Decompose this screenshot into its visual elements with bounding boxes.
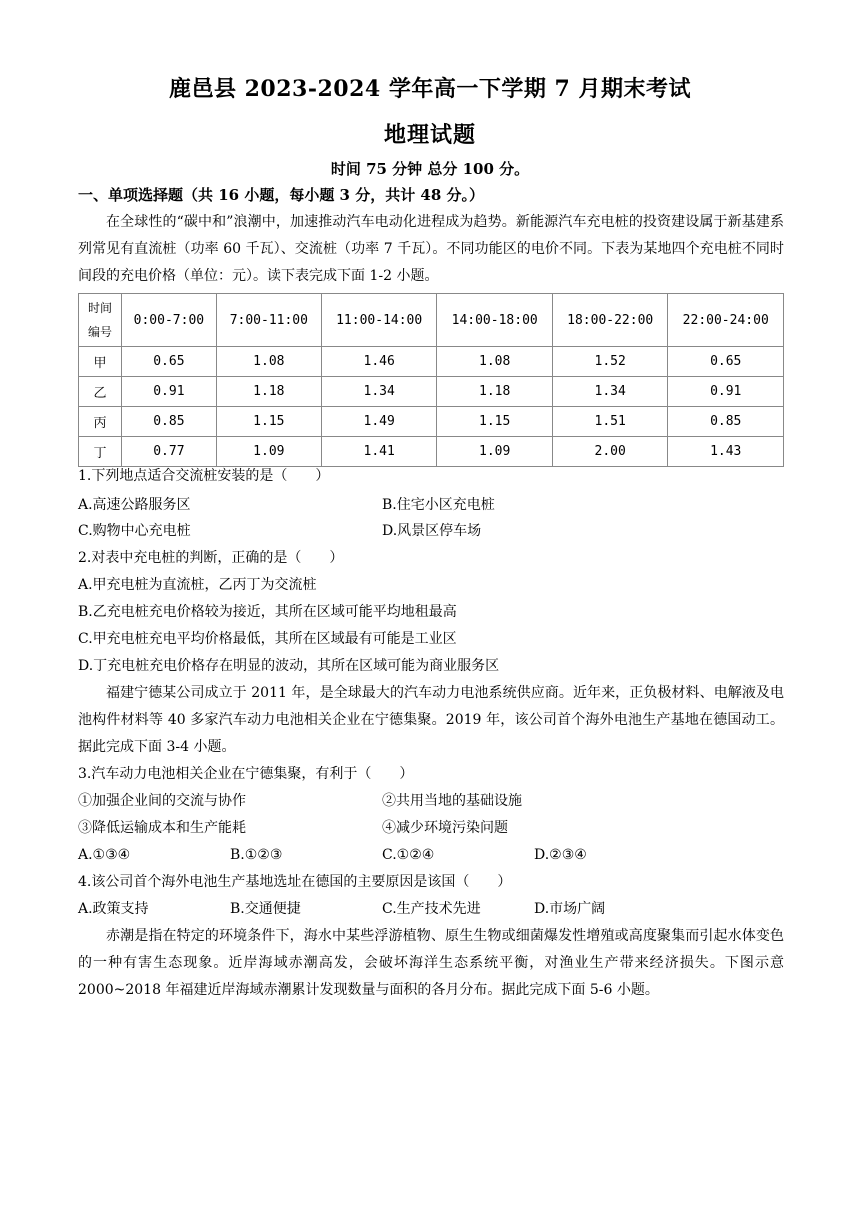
question-2-option-b: B.乙充电桩充电价格较为接近，其所在区域可能平均地租最高 <box>78 604 457 620</box>
charging-price-table <box>78 293 784 467</box>
row-label: 乙 <box>79 377 122 407</box>
table-cell: 1.18 <box>216 377 321 407</box>
table-cell: 1.15 <box>216 407 321 437</box>
table-header-row <box>79 294 784 347</box>
question-1-option-d: D.风景区停车场 <box>382 523 482 539</box>
question-1-option-b: B.住宅小区充电桩 <box>382 497 495 513</box>
row-label: 丙 <box>79 407 122 437</box>
question-3-statement-4: ④减少环境污染问题 <box>382 820 508 836</box>
question-1-stem: 1.下列地点适合交流桩安装的是（ ） <box>78 468 330 484</box>
table-cell: 0.65 <box>122 347 217 377</box>
table-cell: 1.18 <box>437 377 553 407</box>
question-1-option-a: A.高速公路服务区 <box>78 497 191 513</box>
table-cell: 0.91 <box>668 377 784 407</box>
table-cell: 1.34 <box>552 377 668 407</box>
question-2-option-a: A.甲充电桩为直流桩，乙丙丁为交流桩 <box>78 577 317 593</box>
table-cell: 1.09 <box>437 437 553 467</box>
table-cell: 1.15 <box>437 407 553 437</box>
table-row <box>79 377 784 407</box>
question-2-stem: 2.对表中充电桩的判断，正确的是（ ） <box>78 550 344 566</box>
row-label: 丁 <box>79 437 122 467</box>
question-3-statement-2: ②共用当地的基础设施 <box>382 793 522 809</box>
table-cell: 2.00 <box>552 437 668 467</box>
row-label: 甲 <box>79 347 122 377</box>
question-3-option-c: C.①②④ <box>382 847 435 863</box>
column-header: 18:00-22:00 <box>552 294 668 347</box>
passage-1: 在全球性的“碳中和”浪潮中，加速推动汽车电动化进程成为趋势。新能源汽车充电桩的投资建设属于新基建系列常见有直流桩（功率 60 千瓦）、交流桩（功率 7 千瓦）。不同功能区的电价不同。下表为某地四个充电桩不同时间段的充电价格（单位：元）。读下表完成下面 1-2 小题。 <box>78 214 784 284</box>
passage-3: 赤潮是指在特定的环境条件下，海水中某些浮游植物、原生生物或细菌爆发性增殖或高度聚集而引起水体变色的一种有害生态现象。近岸海域赤潮高发，会破坏海洋生态系统平衡，对渔业生产带来经济损失。下图示意 2000~2018 年福建近岸海域赤潮累计发现数量与面积的各月分布。据此完成下面 5-6 小题。 <box>78 928 784 998</box>
question-1-option-c: C.购物中心充电桩 <box>78 523 191 539</box>
corner-bottom-label: 编号 <box>87 325 112 339</box>
table-cell: 1.43 <box>668 437 784 467</box>
column-header: 7:00-11:00 <box>216 294 321 347</box>
table-cell: 0.85 <box>122 407 217 437</box>
table-cell: 1.51 <box>552 407 668 437</box>
column-header: 0:00-7:00 <box>122 294 217 347</box>
table-cell: 1.34 <box>321 377 437 407</box>
corner-top-label: 时间 <box>87 301 112 315</box>
table-row <box>79 347 784 377</box>
question-3-stem: 3.汽车动力电池相关企业在宁德集聚，有利于（ ） <box>78 766 414 782</box>
question-3-option-d: D.②③④ <box>534 847 587 863</box>
table-row <box>79 407 784 437</box>
section-heading: 一、单项选择题（共 16 小题，每小题 3 分，共计 48 分。） <box>78 186 485 204</box>
table-cell: 1.52 <box>552 347 668 377</box>
table-cell: 0.77 <box>122 437 217 467</box>
question-2-option-c: C.甲充电桩充电平均价格最低，其所在区域最有可能是工业区 <box>78 631 457 647</box>
question-3-option-b: B.①②③ <box>230 847 283 863</box>
column-header: 14:00-18:00 <box>437 294 553 347</box>
table-cell: 1.08 <box>216 347 321 377</box>
question-3-statement-3: ③降低运输成本和生产能耗 <box>78 820 246 836</box>
question-4-option-c: C.生产技术先进 <box>382 901 481 917</box>
table-row <box>79 437 784 467</box>
table-cell: 1.09 <box>216 437 321 467</box>
question-4-option-b: B.交通便捷 <box>230 901 301 917</box>
table-corner-cell <box>79 294 122 347</box>
table-cell: 0.91 <box>122 377 217 407</box>
table-cell: 1.49 <box>321 407 437 437</box>
table-cell: 1.41 <box>321 437 437 467</box>
question-4-option-d: D.市场广阔 <box>534 901 606 917</box>
question-2-option-d: D.丁充电桩充电价格存在明显的波动，其所在区域可能为商业服务区 <box>78 658 500 674</box>
exam-subtitle: 地理试题 <box>383 122 476 148</box>
question-4-option-a: A.政策支持 <box>78 901 149 917</box>
column-header: 11:00-14:00 <box>321 294 437 347</box>
exam-title: 鹿邑县 2023-2024 学年高一下学期 7 月期末考试 <box>168 76 692 102</box>
table-cell: 0.65 <box>668 347 784 377</box>
question-3-statement-1: ①加强企业间的交流与协作 <box>78 793 246 809</box>
question-4-stem: 4.该公司首个海外电池生产基地选址在德国的主要原因是该国（ ） <box>78 874 512 890</box>
table-cell: 0.85 <box>668 407 784 437</box>
table-cell: 1.08 <box>437 347 553 377</box>
time-score-line: 时间 75 分钟 总分 100 分。 <box>330 160 530 178</box>
column-header: 22:00-24:00 <box>668 294 784 347</box>
table-cell: 1.46 <box>321 347 437 377</box>
question-3-option-a: A.①③④ <box>78 847 131 863</box>
passage-2: 福建宁德某公司成立于 2011 年，是全球最大的汽车动力电池系统供应商。近年来，正负极材料、电解液及电池构件材料等 40 多家汽车动力电池相关企业在宁德集聚。2019 年，该公司首个海外电池生产基地在德国动工。据此完成下面 3-4 小题。 <box>78 685 784 755</box>
